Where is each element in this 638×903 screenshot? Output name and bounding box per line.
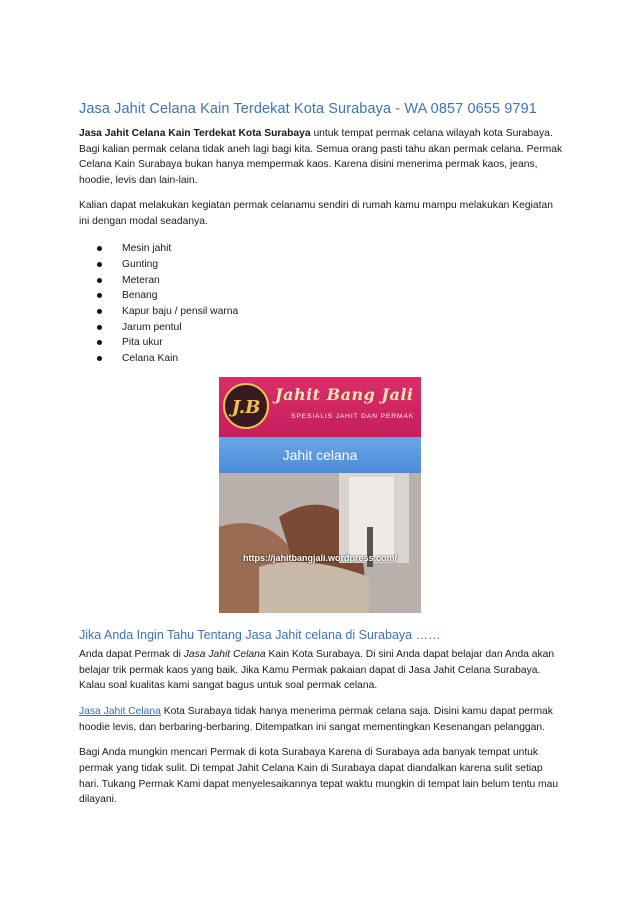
watermark-url: https://jahitbangjali.wordpress.com/ bbox=[242, 552, 398, 563]
sewing-machine-illustration bbox=[219, 377, 421, 613]
list-item: Pita ukur bbox=[97, 335, 564, 351]
sewing-photo bbox=[219, 377, 421, 613]
bullet-icon bbox=[97, 293, 102, 298]
list-item: Mesin jahit bbox=[97, 241, 564, 257]
bullet-icon bbox=[97, 356, 102, 361]
section-heading: Jika Anda Ingin Tahu Tentang Jasa Jahit celana di Surabaya …… bbox=[79, 627, 441, 642]
paragraph-4: Jasa Jahit Celana Kota Surabaya tidak hanya menerima permak celana saja. Disini kamu dapat permak hoodie levis, dan berbaring-berbaring. Ditempatkan ini sangat mementingkan Kesenangan pelanggan. bbox=[79, 705, 553, 733]
tools-list bbox=[79, 241, 564, 367]
list-item: Gunting bbox=[97, 257, 564, 273]
intro-text: untuk tempat permak celana wilayah kota Surabaya. Bagi kalian permak celana tidak aneh lagi bagi kita. Semua orang pasti tahu akan permak celana. Permak Celana Kain Surabaya bukan hanya mempermak kaos. Karena disini menerima permak kaos, jeans, hoodie, levis dan lain-lain. bbox=[79, 128, 563, 187]
list-item: Celana Kain bbox=[97, 351, 564, 367]
jasa-jahit-link[interactable]: Jasa Jahit Celana bbox=[79, 705, 161, 717]
intro-paragraph bbox=[79, 126, 564, 189]
caption-text: Jahit celana bbox=[282, 446, 358, 463]
bullet-icon bbox=[97, 340, 102, 345]
italic-term: Jasa Jahit Celana bbox=[183, 648, 266, 660]
logo-text: Jahit Bang Jali bbox=[275, 384, 414, 404]
bullet-icon bbox=[97, 309, 102, 314]
paragraph-5: Bagi Anda mungkin mencari Permak di kota Surabaya Karena di Surabaya ada banyak tempat untuk permak yang tidak sulit. Di tempat Jahit Celana Kain di Surabaya dapat diandalkan karena sulit setiap hari. Tukang Permak Kami dapat menyelesaikannya tepat waktu mungkin di tempat lain belum tentu mau dilayani. bbox=[79, 747, 559, 806]
list-item: Benang bbox=[97, 288, 564, 304]
list-item: Kapur baju / pensil warna bbox=[97, 304, 564, 320]
intro-bold: Jasa Jahit Celana Kain Terdekat Kota Surabaya bbox=[79, 128, 311, 139]
list-item: Meteran bbox=[97, 273, 564, 289]
paragraph-3: Anda dapat Permak di Jasa Jahit Celana Kain Kota Surabaya. Di sini Anda dapat belajar dan Anda akan belajar trik permak kaos yang baik. Jika Kamu Permak pakaian dapat di Jasa Jahit Celana Surabaya. Kalau soal kualitas kami sangat bagus untuk soal permak celana. bbox=[79, 648, 555, 692]
document-page bbox=[79, 101, 564, 808]
svg-text:J.B: J.B bbox=[231, 396, 261, 418]
paragraph-2: Kalian dapat melakukan kegiatan permak celanamu sendiri di rumah kamu mampu melakukan Kegiatan ini dengan modal seadanya. bbox=[79, 199, 553, 227]
list-item: Jarum pentul bbox=[97, 320, 564, 336]
bullet-icon bbox=[97, 278, 102, 283]
bullet-icon bbox=[97, 325, 102, 330]
logo-subtitle: SPESIALIS JAHIT DAN PERMAK bbox=[291, 412, 415, 420]
page-title: Jasa Jahit Celana Kain Terdekat Kota Surabaya - WA 0857 0655 9791 bbox=[79, 101, 537, 117]
bullet-icon bbox=[97, 246, 102, 251]
bullet-icon bbox=[97, 262, 102, 267]
